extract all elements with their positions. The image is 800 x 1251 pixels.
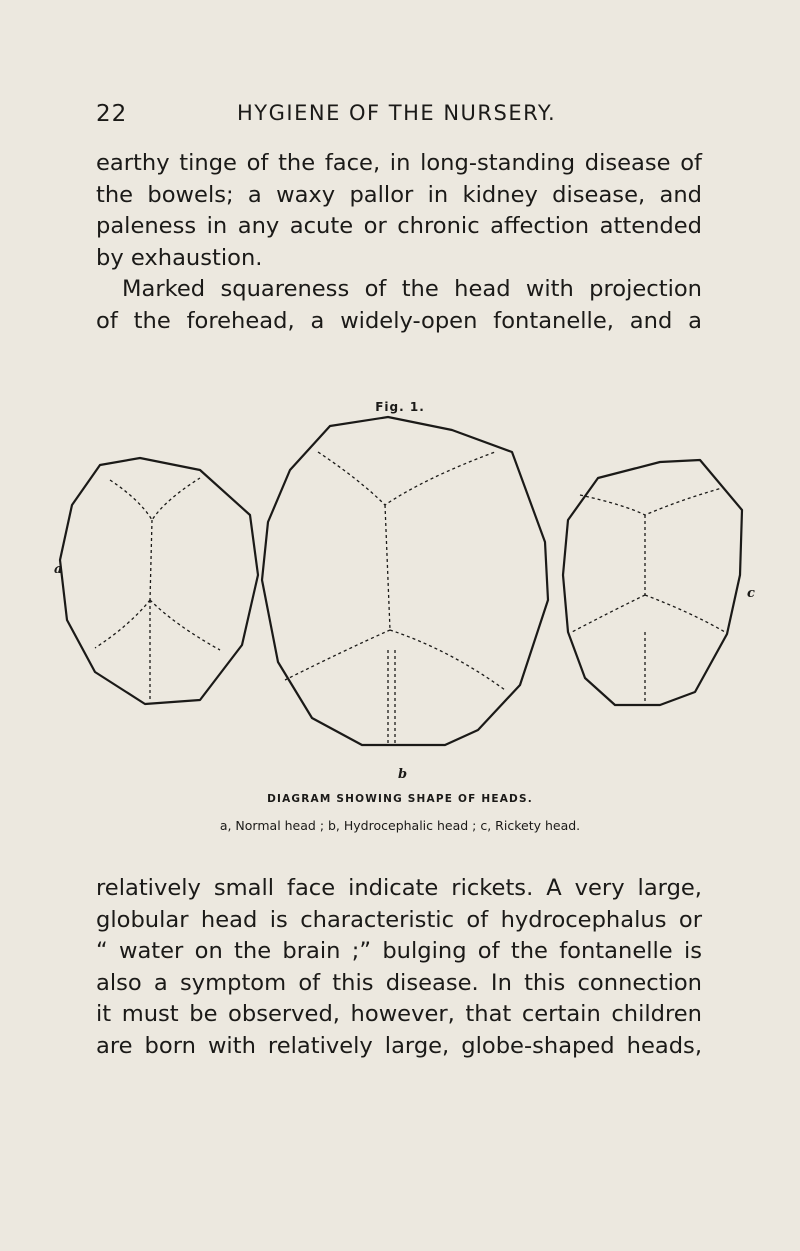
text-line: are born with relatively large, globe-shaped heads, bbox=[96, 1032, 702, 1059]
figure-caption-legend: a, Normal head ; b, Hydrocephalic head ; c, Rickety head. bbox=[219, 818, 581, 833]
label-a: a bbox=[54, 562, 63, 577]
text-line: of the forehead, a widely-open fontanelle, and a bbox=[96, 307, 702, 334]
paragraph-bottom bbox=[96, 873, 702, 1063]
figure-label: Fig. 1. bbox=[375, 400, 425, 414]
text-line: paleness in any acute or chronic affection attended bbox=[96, 213, 702, 240]
page-number: 22 bbox=[96, 101, 128, 127]
text-line: Marked squareness of the head with projection bbox=[122, 276, 702, 303]
rickety-head-outline bbox=[563, 460, 742, 705]
text-line: earthy tinge of the face, in long-standing disease of bbox=[96, 150, 702, 176]
text-line: the bowels; a waxy pallor in kidney disease, and bbox=[96, 181, 702, 208]
running-head: HYGIENE OF THE NURSERY. bbox=[237, 101, 557, 125]
label-c: c bbox=[747, 586, 755, 601]
text-line: relatively small face indicate rickets. A very large, bbox=[96, 875, 702, 901]
hydrocephalic-head-outline bbox=[262, 417, 548, 745]
text-line: by exhaustion. bbox=[96, 244, 263, 271]
text-line: globular head is characteristic of hydrocephalus or bbox=[96, 906, 702, 933]
label-b: b bbox=[398, 767, 408, 782]
text-line: also a symptom of this disease. In this connection bbox=[96, 969, 702, 996]
text-line: “ water on the brain ;” bulging of the fontanelle is bbox=[96, 938, 702, 965]
normal-head-outline bbox=[60, 458, 258, 704]
figure-caption-title: DIAGRAM SHOWING SHAPE OF HEADS. bbox=[267, 793, 533, 805]
text-line: it must be observed, however, that certain children bbox=[96, 1001, 702, 1028]
